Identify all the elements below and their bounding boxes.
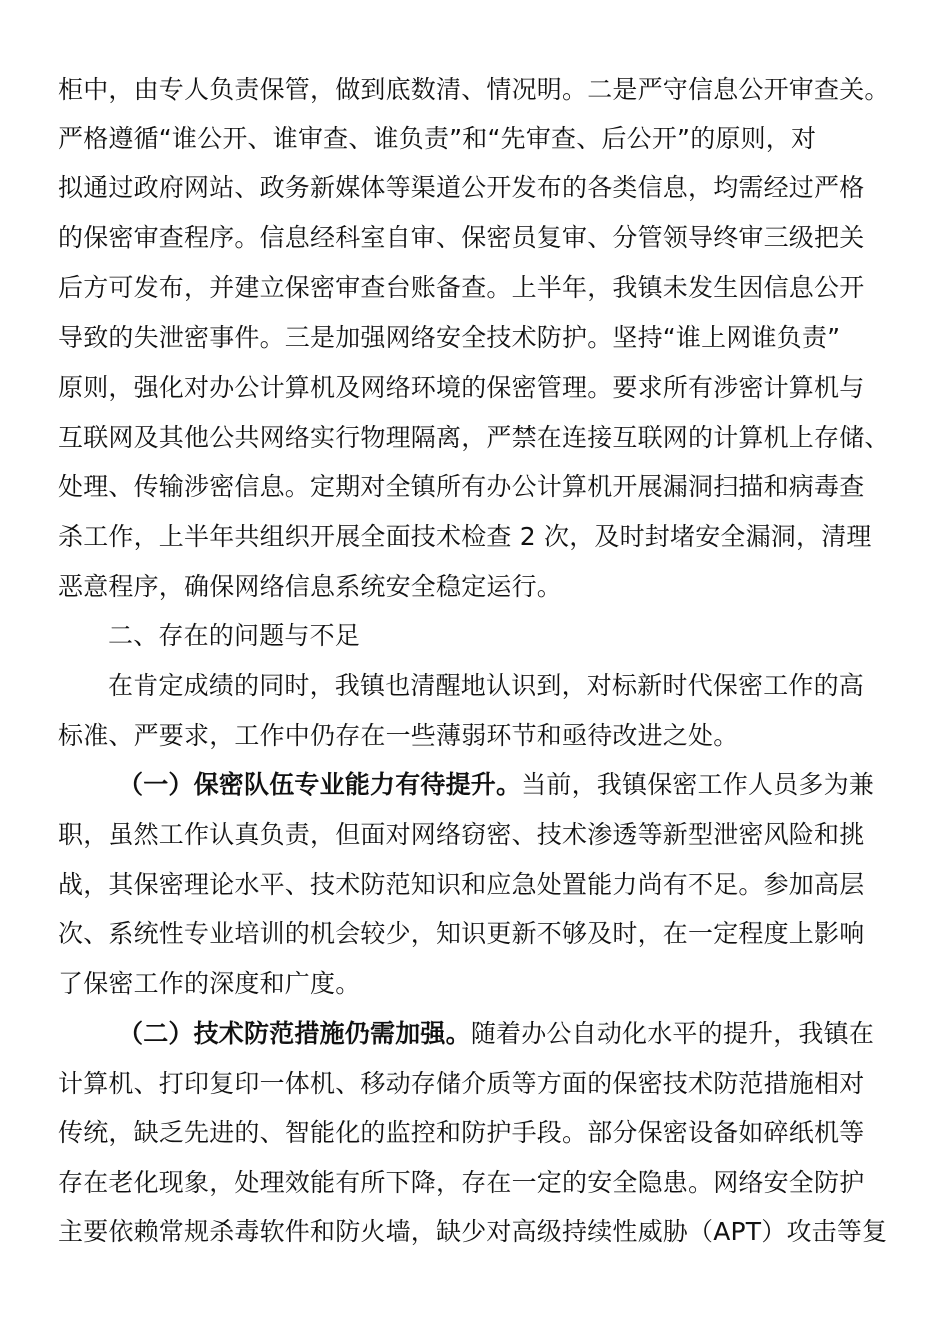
text-line: 的保密审查程序。信息经科室自审、保密员复审、分管领导终审三级把关 — [58, 223, 865, 252]
intro-line: 标准、严要求，工作中仍存在一些薄弱环节和亟待改进之处。 — [58, 721, 739, 750]
subsection-2-first-line — [118, 1014, 950, 1054]
text-line: 拟通过政府网站、政务新媒体等渠道公开发布的各类信息，均需经过严格 — [58, 173, 865, 202]
intro-line: 在肯定成绩的同时，我镇也清醒地认识到，对标新时代保密工作的高 — [108, 671, 865, 700]
section-heading: 二、存在的问题与不足 — [108, 621, 361, 650]
text-line: 传统，缺乏先进的、智能化的监控和防护手段。部分保密设备如碎纸机等 — [58, 1118, 865, 1147]
subsection-2-text: 随着办公自动化水平的提升，我镇在 — [470, 1019, 875, 1048]
subsection-1-text: 当前，我镇保密工作人员多为兼 — [521, 770, 875, 799]
text-line: 严格遵循“谁公开、谁审查、谁负责”和“先审查、后公开”的原则，对 — [58, 124, 817, 153]
text-line: 战，其保密理论水平、技术防范知识和应急处置能力尚有不足。参加高层 — [58, 870, 865, 899]
text-line: 职，虽然工作认真负责，但面对网络窃密、技术渗透等新型泄密风险和挑 — [58, 820, 865, 849]
text-line: 处理、传输涉密信息。定期对全镇所有办公计算机开展漏洞扫描和病毒查 — [58, 472, 865, 501]
text-line: 计算机、打印复印一体机、移动存储介质等方面的保密技术防范措施相对 — [58, 1069, 865, 1098]
subsection-1-heading: （一）保密队伍专业能力有待提升。 — [118, 770, 522, 799]
text-line: 了保密工作的深度和广度。 — [58, 969, 361, 998]
text-line: 导致的失泄密事件。三是加强网络安全技术防护。坚持“谁上网谁负责” — [58, 323, 841, 352]
subsection-1-first-line — [118, 765, 950, 805]
text-line: 存在老化现象，处理效能有所下降，存在一定的安全隐患。网络安全防护 — [58, 1168, 865, 1197]
text-line: 柜中，由专人负责保管，做到底数清、情况明。二是严守信息公开审查关。 — [58, 75, 890, 104]
text-line: 原则，强化对办公计算机及网络环境的保密管理。要求所有涉密计算机与 — [58, 373, 865, 402]
text-line: 后方可发布，并建立保密审查台账备查。上半年，我镇未发生因信息公开 — [58, 273, 865, 302]
text-line: 恶意程序，确保网络信息系统安全稳定运行。 — [58, 572, 563, 601]
text-line: 主要依赖常规杀毒软件和防火墙，缺少对高级持续性威胁（APT）攻击等复 — [58, 1217, 888, 1246]
text-line: 杀工作，上半年共组织开展全面技术检查 2 次，及时封堵安全漏洞，清理 — [58, 522, 872, 551]
text-line: 次、系统性专业培训的机会较少，知识更新不够及时，在一定程度上影响 — [58, 919, 865, 948]
text-line: 互联网及其他公共网络实行物理隔离，严禁在连接互联网的计算机上存储、 — [58, 423, 890, 452]
subsection-2-heading: （二）技术防范措施仍需加强。 — [118, 1019, 471, 1048]
